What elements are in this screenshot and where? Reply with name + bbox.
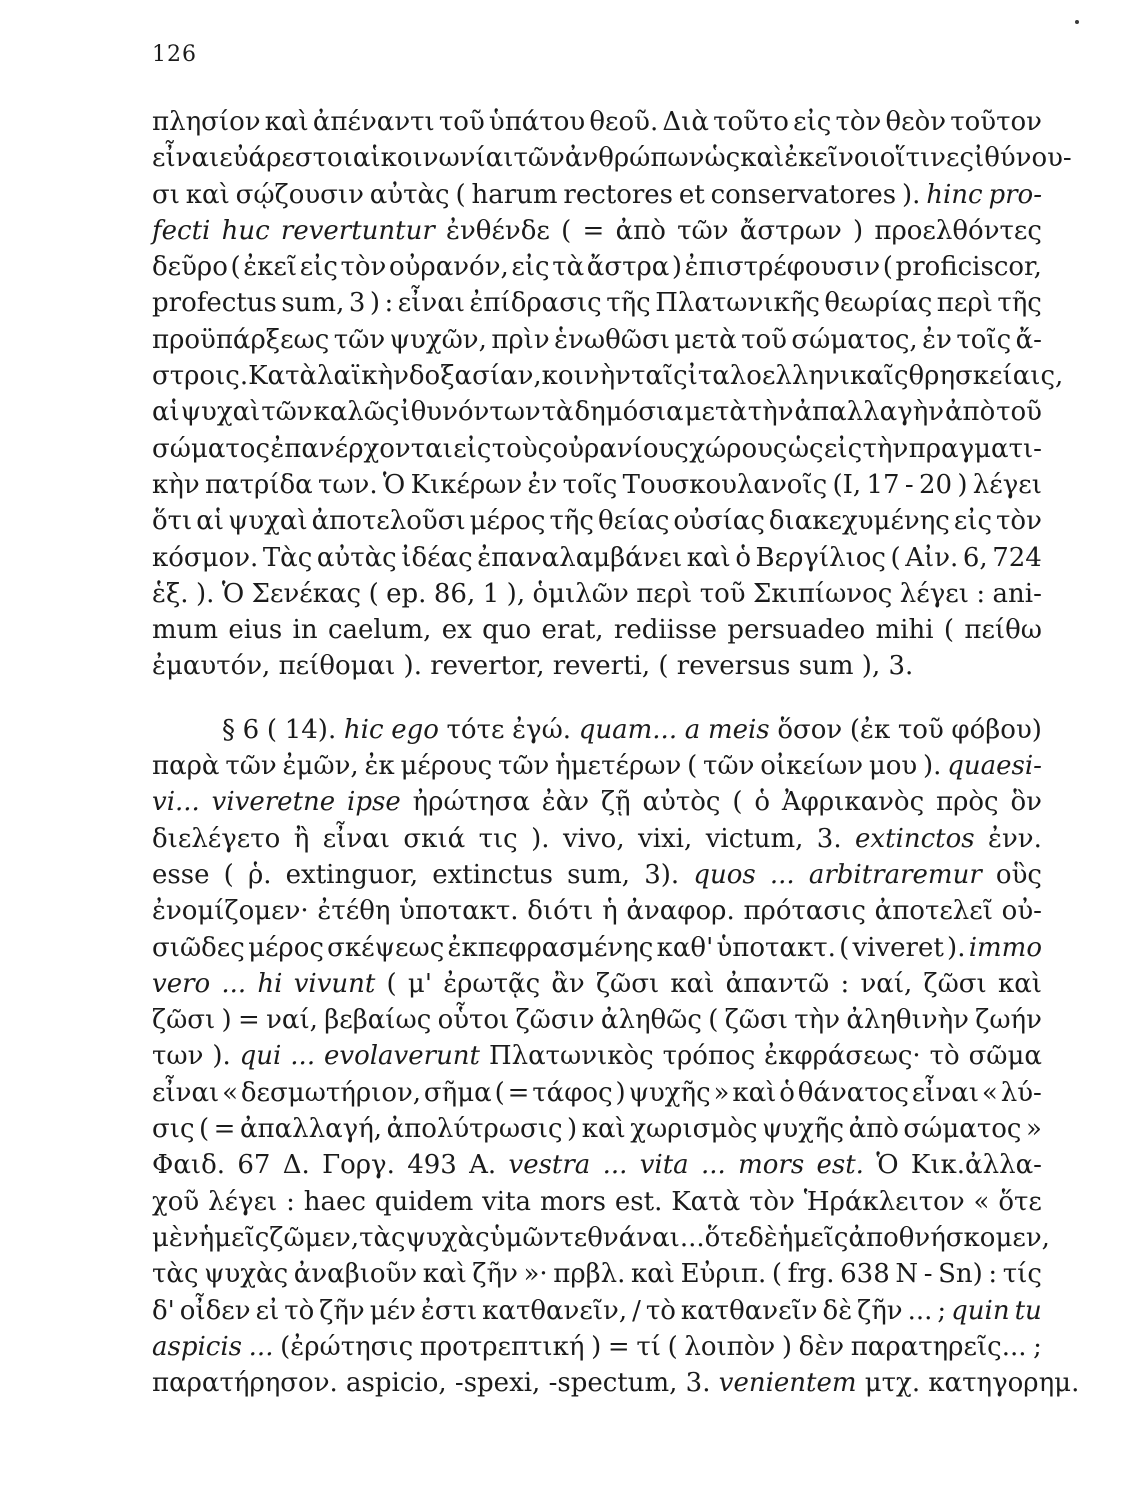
text-line: προϋπάρξεως τῶν ψυχῶν, πρὶν ἑνωθῶσι μετὰ τοῦ σώματος, ἐν τοῖς ἄ- [152, 324, 1042, 355]
text-line: aspicis ... (ἐρώτησις προτρεπτική ) = τί ( λοιπὸν ) δὲν παρατηρεῖς... ; [152, 1331, 1042, 1362]
text-line: δεῦρο ( ἐκεῖ εἰς τὸν οὐρανόν, εἰς τὰ ἄστρα ) ἐπιστρέφουσιν ( proficiscor, [152, 252, 1042, 283]
text-line: σι καὶ σῴζουσιν αὐτὰς ( harum rectores et conservatores ). hinc pro- [152, 179, 1042, 210]
text-line: κόσμον. Τὰς αὐτὰς ἰδέας ἐπαναλαμβάνει καὶ ὁ Βεργίλιος ( Αἰν. 6, 724 [152, 542, 1042, 573]
text-line: διελέγετο ἢ εἶναι σκιά τις ). vivo, vixi, victum, 3. extinctos ἐνν. [152, 823, 1042, 854]
paragraph-2 [152, 712, 1080, 1402]
text-line: μὲν ἡμεῖς ζῶμεν, τὰς ψυχὰς ὑμῶν τεθνάναι... ὅτε δὲ ἡμεῖς ἀποθνήσκομεν, [152, 1222, 1050, 1253]
text-line: profectus sum, 3 ) : εἶναι ἐπίδρασις τῆς Πλατωνικῆς θεωρίας περὶ τῆς [152, 288, 1042, 319]
text-line: εἶναι « δεσμωτήριον, σῆμα ( = τάφος ) ψυχῆς » καὶ ὁ θάνατος εἶναι « λύ- [152, 1077, 1042, 1108]
text-line: mum eius in caelum, ex quo erat, rediisse persuadeo mihi ( πείθω [152, 615, 1042, 646]
text-line: σιῶδες μέρος σκέψεως ἐκπεφρασμένης καθ' ὑποτακτ. ( viveret ). immo [152, 932, 1042, 963]
text-line: παρατήρησον. aspicio, -spexi, -spectum, 3. venientem μτχ. κατηγορημ. [152, 1368, 1080, 1399]
text-line: των ). qui ... evolaverunt Πλατωνικὸς τρόπος ἐκφράσεως· τὸ σῶμα [152, 1041, 1042, 1072]
body-text [152, 104, 1080, 1401]
text-line: vero ... hi vivunt ( μ' ἐρωτᾷς ἂν ζῶσι καὶ ἀπαντῶ : ναί, ζῶσι καὶ [152, 968, 1042, 999]
text-line: Φαιδ. 67 Δ. Γοργ. 493 Α. vestra ... vita ... mors est. Ὁ Κικ.ἀλλα- [152, 1150, 1042, 1181]
text-line: στροις. Κατὰ λαϊκὴν δοξασίαν, κοινὴν ταῖς ἰταλοελληνικαῖς θρησκείαις, [152, 361, 1064, 392]
text-line: ἑξ. ). Ὁ Σενέκας ( ep. 86, 1 ), ὁμιλῶν περὶ τοῦ Σκιπίωνος λέγει : ani- [152, 578, 1042, 609]
text-line: ἐμαυτόν, πείθομαι ). revertor, reverti, ( reversus sum ), 3. [152, 651, 914, 682]
text-line: ὅτι αἱ ψυχαὶ ἀποτελοῦσι μέρος τῆς θείας οὐσίας διακεχυμένης εἰς τὸν [152, 506, 1042, 537]
text-line: χοῦ λέγει : haec quidem vita mors est. Κατὰ τὸν Ἡράκλειτον « ὅτε [152, 1186, 1042, 1217]
text-line: ἐνομίζομεν· ἐτέθη ὑποτακτ. διότι ἡ ἀναφορ. πρότασις ἀποτελεῖ οὐ- [152, 896, 1042, 927]
text-line: ζῶσι ) = ναί, βεβαίως οὗτοι ζῶσιν ἀληθῶς ( ζῶσι τὴν ἀληθινὴν ζωήν [152, 1005, 1042, 1036]
text-line: δ' οἶδεν εἰ τὸ ζῆν μέν ἐστι κατθανεῖν, / τὸ κατθανεῖν δὲ ζῆν ... ; quin tu [152, 1295, 1042, 1326]
text-line: vi... viveretne ipse ἠρώτησα ἐὰν ζῇ αὐτὸς ( ὁ Ἀφρικανὸς πρὸς ὃν [152, 787, 1042, 818]
text-line: κὴν πατρίδα των. Ὁ Κικέρων ἐν τοῖς Τουσκουλανοῖς (I, 17 - 20 ) λέγει [152, 469, 1042, 500]
text-line: πλησίον καὶ ἀπέναντι τοῦ ὑπάτου θεοῦ. Διὰ τοῦτο εἰς τὸν θεὸν τοῦτον [152, 107, 1042, 137]
paragraph-gap [152, 685, 1042, 712]
text-line: αἱ ψυχαὶ τῶν καλῶς ἰθυνόντων τὰ δημόσια μετὰ τὴν ἀπαλλαγὴν ἀπὸ τοῦ [152, 397, 1042, 428]
page-number: 126 [152, 42, 197, 67]
text-line: τὰς ψυχὰς ἀναβιοῦν καὶ ζῆν »· πρβλ. καὶ Εὐριπ. ( frg. 638 N - Sn) : τίς [152, 1259, 1042, 1290]
scan-speck [1075, 20, 1079, 24]
text-line: fecti huc revertuntur ἐνθένδε ( = ἀπὸ τῶν ἄστρων ) προελθόντες [152, 215, 1042, 246]
text-line: παρὰ τῶν ἐμῶν, ἐκ μέρους τῶν ἡμετέρων ( τῶν οἰκείων μου ). quaesi- [152, 751, 1042, 782]
text-line: σώματος ἐπανέρχονται εἰς τοὺς οὐρανίους χώρους ὡς εἰς τὴν πραγματι- [152, 433, 1042, 464]
text-line: σις ( = ἀπαλλαγή, ἀπολύτρωσις ) καὶ χωρισμὸς ψυχῆς ἀπὸ σώματος » [152, 1114, 1042, 1145]
text-line: esse ( ῥ. extinguor, extinctus sum, 3). quos ... arbitraremur οὓς [152, 859, 1042, 890]
paragraph-1 [152, 104, 1072, 685]
text-line: εἶναι εὐάρεστοι αἱ κοινωνίαι τῶν ἀνθρώπων ὡς καὶ ἐκεῖνοι οἵτινες ἰθύνου- [152, 143, 1072, 174]
text-line: § 6 ( 14). hic ego τότε ἐγώ. quam... a meis ὅσον (ἐκ τοῦ φόβου) [222, 714, 1042, 745]
